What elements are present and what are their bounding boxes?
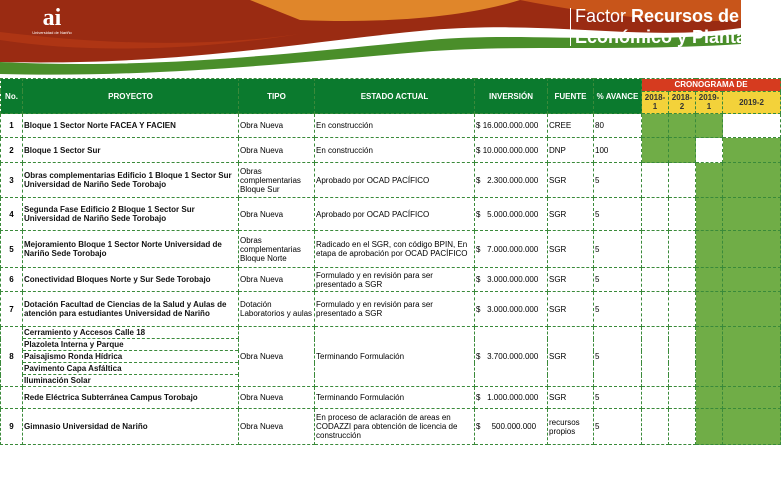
schedule-cell — [669, 114, 696, 138]
row-number: 3 — [1, 163, 23, 198]
schedule-cell — [723, 114, 781, 138]
schedule-cell — [723, 292, 781, 327]
currency-sign: $ — [476, 244, 481, 254]
col-header-inversion: INVERSIÓN — [475, 79, 548, 114]
project-source: DNP — [548, 138, 594, 163]
project-status: En proceso de aclaración de areas en CODAZZI para obtención de licencia de construcción — [315, 409, 475, 445]
page-title — [575, 6, 756, 48]
currency-sign: $ — [476, 304, 481, 314]
project-status: Aprobado por OCAD PACÍFICO — [315, 198, 475, 231]
project-source: SGR — [548, 387, 594, 409]
schedule-cell — [696, 114, 723, 138]
currency-sign: $ — [476, 352, 481, 361]
page-header — [0, 0, 757, 78]
table-row — [1, 387, 781, 409]
table-row — [1, 163, 781, 198]
project-source: CREE — [548, 114, 594, 138]
schedule-cell — [642, 138, 669, 163]
project-name: Gimnasio Universidad de Nariño — [23, 409, 239, 445]
period-header: 2019-1 — [696, 91, 723, 113]
project-progress: 5 — [594, 268, 642, 292]
schedule-cell — [669, 231, 696, 268]
project-type: Obra Nueva — [239, 409, 315, 445]
schedule-cell — [642, 198, 669, 231]
project-investment — [475, 138, 548, 163]
currency-sign: $ — [476, 393, 481, 402]
schedule-cell — [642, 387, 669, 409]
col-header-cronograma: CRONOGRAMA DE — [642, 79, 781, 92]
investment-amount: 2.300.000.000 — [487, 175, 539, 185]
logo-subtitle: Universidad de Nariño — [32, 30, 72, 35]
period-header: 2018-1 — [642, 91, 669, 113]
project-investment — [475, 198, 548, 231]
title-light: Factor — [575, 6, 632, 26]
schedule-cell — [669, 138, 696, 163]
project-progress: 100 — [594, 138, 642, 163]
row-number: 2 — [1, 138, 23, 163]
table-row — [1, 292, 781, 327]
currency-sign: $ — [476, 145, 481, 155]
project-investment — [475, 292, 548, 327]
row-number: 8 — [1, 327, 23, 387]
logo-mark: ai — [42, 5, 62, 31]
currency-sign: $ — [476, 175, 481, 185]
schedule-cell — [642, 292, 669, 327]
schedule-cell — [723, 327, 781, 387]
project-item: Pavimento Capa Asfáltica — [23, 363, 239, 375]
schedule-cell — [723, 198, 781, 231]
schedule-cell — [696, 327, 723, 387]
schedule-cell — [669, 327, 696, 387]
schedule-cell — [696, 409, 723, 445]
schedule-cell — [669, 409, 696, 445]
table-row — [1, 268, 781, 292]
col-header-proyecto: PROYECTO — [23, 79, 239, 114]
table-row — [1, 409, 781, 445]
schedule-cell — [723, 409, 781, 445]
project-type: Obras complementarias Bloque Sur — [239, 163, 315, 198]
schedule-cell — [696, 198, 723, 231]
row-number — [1, 387, 23, 409]
project-investment — [475, 268, 548, 292]
period-header: 2018-2 — [669, 91, 696, 113]
project-investment — [475, 231, 548, 268]
project-source: SGR — [548, 198, 594, 231]
schedule-cell — [669, 268, 696, 292]
schedule-cell — [696, 292, 723, 327]
investment-amount: 3.700.000.000 — [487, 352, 539, 361]
table-row — [1, 231, 781, 268]
investment-amount: 3.000.000.000 — [487, 275, 539, 284]
investment-amount: 10.000.000.000 — [482, 145, 539, 155]
col-header-estado: ESTADO ACTUAL — [315, 79, 475, 114]
project-investment — [475, 163, 548, 198]
project-investment — [475, 409, 548, 445]
project-progress: 5 — [594, 163, 642, 198]
schedule-cell — [669, 387, 696, 409]
project-type: Dotación Laboratorios y aulas — [239, 292, 315, 327]
project-status: Formulado y en revisión para ser presentado a SGR — [315, 292, 475, 327]
schedule-cell — [669, 163, 696, 198]
project-investment — [475, 327, 548, 387]
row-number: 6 — [1, 268, 23, 292]
project-source: SGR — [548, 231, 594, 268]
title-divider — [570, 8, 571, 46]
title-bold: Recursos de A — [631, 6, 757, 26]
col-header-avance: % AVANCE — [594, 79, 642, 114]
schedule-cell — [696, 268, 723, 292]
schedule-cell — [723, 163, 781, 198]
currency-sign: $ — [476, 121, 481, 130]
investment-amount: 500.000.000 — [491, 422, 537, 431]
project-source: SGR — [548, 163, 594, 198]
table-row — [1, 327, 781, 339]
project-progress: 5 — [594, 198, 642, 231]
project-type: Obra Nueva — [239, 138, 315, 163]
schedule-cell — [642, 231, 669, 268]
project-source: SGR — [548, 268, 594, 292]
project-name: Conectividad Bloques Norte y Sur Sede Torobajo — [23, 268, 239, 292]
project-type: Obra Nueva — [239, 268, 315, 292]
university-logo — [22, 6, 82, 35]
project-item: Plazoleta Interna y Parque — [23, 339, 239, 351]
investment-amount: 16.000.000.000 — [482, 121, 539, 130]
project-name: Segunda Fase Edificio 2 Bloque 1 Sector Sur Universidad de Nariño Sede Torobajo — [23, 198, 239, 231]
project-type: Obra Nueva — [239, 198, 315, 231]
schedule-cell — [642, 163, 669, 198]
currency-sign: $ — [476, 422, 481, 431]
project-name: Mejoramiento Bloque 1 Sector Norte Universidad de Nariño Sede Torobajo — [23, 231, 239, 268]
col-header-fuente: FUENTE — [548, 79, 594, 114]
project-status: Terminando Formulación — [315, 387, 475, 409]
project-name: Dotación Facultad de Ciencias de la Salud y Aulas de atención para estudiantes Universidad de Nariño — [23, 292, 239, 327]
project-progress: 5 — [594, 327, 642, 387]
project-progress: 80 — [594, 114, 642, 138]
project-type: Obra Nueva — [239, 387, 315, 409]
schedule-cell — [669, 198, 696, 231]
row-number: 4 — [1, 198, 23, 231]
schedule-cell — [669, 292, 696, 327]
investment-amount: 5.000.000.000 — [487, 209, 539, 219]
project-type: Obra Nueva — [239, 114, 315, 138]
investment-amount: 1.000.000.000 — [487, 393, 539, 402]
table-row — [1, 138, 781, 163]
project-status: Radicado en el SGR, con código BPIN, En etapa de aprobación por OCAD PACÍFICO — [315, 231, 475, 268]
title-line-2: Económico y Planta — [575, 27, 747, 47]
project-name: Bloque 1 Sector Sur — [23, 138, 239, 163]
project-investment — [475, 114, 548, 138]
project-name: Obras complementarias Edificio 1 Bloque 1 Sector Sur Universidad de Nariño Sede Torobajo — [23, 163, 239, 198]
project-source: SGR — [548, 292, 594, 327]
col-header-tipo: TIPO — [239, 79, 315, 114]
schedule-cell — [642, 327, 669, 387]
project-type: Obras complementarias Bloque Norte — [239, 231, 315, 268]
project-status: En construcción — [315, 114, 475, 138]
row-number: 7 — [1, 292, 23, 327]
table-row — [1, 114, 781, 138]
project-status: Formulado y en revisión para ser presentado a SGR — [315, 268, 475, 292]
projects-table — [0, 78, 781, 445]
currency-sign: $ — [476, 275, 481, 284]
project-investment — [475, 387, 548, 409]
schedule-cell — [723, 231, 781, 268]
currency-sign: $ — [476, 209, 481, 219]
table-row — [1, 198, 781, 231]
project-name: Bloque 1 Sector Norte FACEA Y FACIEN — [23, 114, 239, 138]
schedule-cell — [696, 387, 723, 409]
project-source: recursos propios — [548, 409, 594, 445]
project-name: Rede Eléctrica Subterránea Campus Torobajo — [23, 387, 239, 409]
row-number: 5 — [1, 231, 23, 268]
project-status: En construcción — [315, 138, 475, 163]
project-source: SGR — [548, 327, 594, 387]
schedule-cell — [642, 114, 669, 138]
investment-amount: 7.000.000.000 — [487, 244, 539, 254]
row-number: 1 — [1, 114, 23, 138]
project-item: Iluminación Solar — [23, 375, 239, 387]
row-number: 9 — [1, 409, 23, 445]
project-progress: 5 — [594, 387, 642, 409]
project-progress: 5 — [594, 409, 642, 445]
project-progress: 5 — [594, 231, 642, 268]
schedule-cell — [723, 268, 781, 292]
schedule-cell — [696, 231, 723, 268]
schedule-cell — [696, 138, 723, 163]
project-type: Obra Nueva — [239, 327, 315, 387]
schedule-cell — [723, 387, 781, 409]
col-header-no: No. — [1, 79, 23, 114]
project-item: Cerramiento y Accesos Calle 18 — [23, 327, 239, 339]
project-status: Terminando Formulación — [315, 327, 475, 387]
project-progress: 5 — [594, 292, 642, 327]
schedule-cell — [696, 163, 723, 198]
project-status: Aprobado por OCAD PACÍFICO — [315, 163, 475, 198]
schedule-cell — [642, 409, 669, 445]
schedule-cell — [723, 138, 781, 163]
schedule-cell — [642, 268, 669, 292]
investment-amount: 3.000.000.000 — [487, 304, 539, 314]
period-header: 2019-2 — [723, 91, 781, 113]
project-item: Paisajismo Ronda Hídrica — [23, 351, 239, 363]
